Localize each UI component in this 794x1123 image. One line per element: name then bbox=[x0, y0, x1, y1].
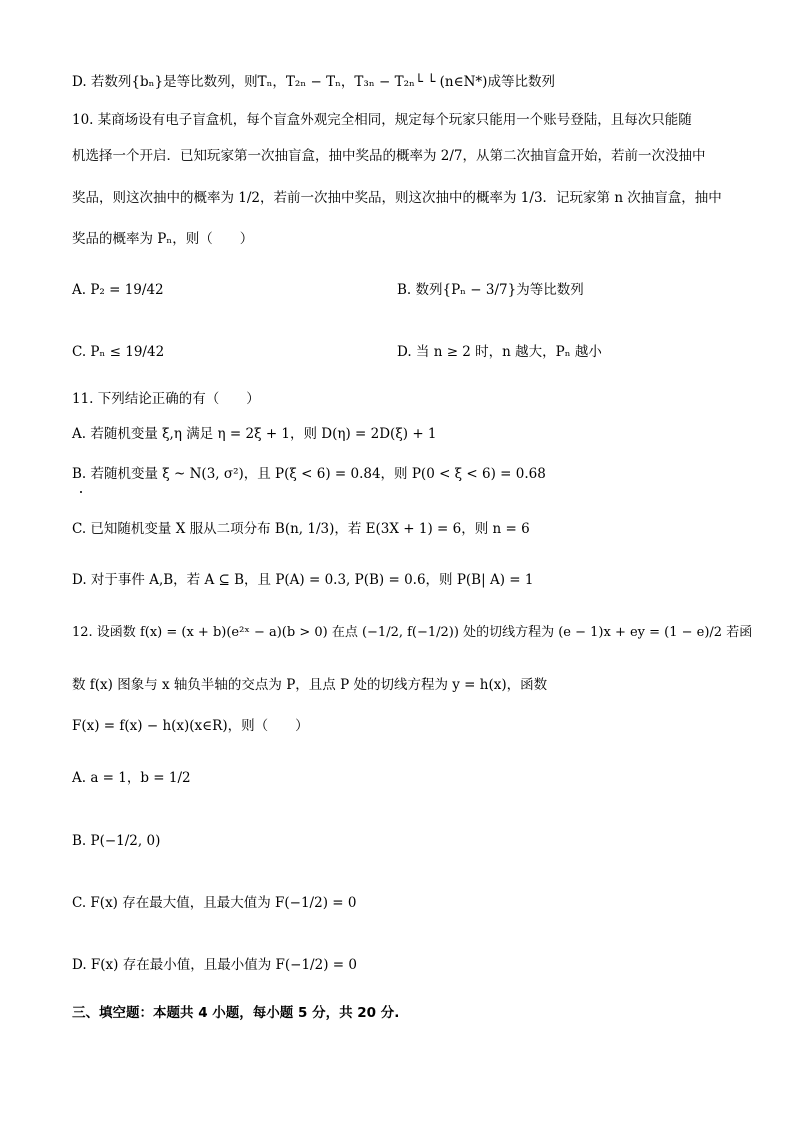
q12-option-b: B. P(−1/2, 0) bbox=[72, 833, 161, 849]
section-three-heading: 三、填空题：本题共 4 小题，每小题 5 分，共 20 分. bbox=[72, 1005, 400, 1021]
q10-option-b: B. 数列{Pₙ − 3/7}为等比数列 bbox=[397, 282, 584, 298]
q11-option-b: B. 若随机变量 ξ ~ N(3, σ²)，且 P(ξ < 6) = 0.84，则 P(0 < ξ < 6) = 0.68 bbox=[72, 466, 546, 482]
q11-option-d: D. 对于事件 A,B，若 A ⊆ B，且 P(A) = 0.3, P(B) = 0.6，则 P(B| A) = 1 bbox=[72, 572, 534, 588]
q10-stem-line-4: 奖品的概率为 Pₙ，则（ ） bbox=[72, 231, 254, 247]
q12-stem-line-1: 12. 设函数 f(x) = (x + b)(e²ˣ − a)(b > 0) 在点 (−1/2, f(−1/2)) 处的切线方程为 (e − 1)x + ey = (1 − e)/2 若函 bbox=[72, 625, 753, 640]
q10-option-d: D. 当 n ≥ 2 时，n 越大，Pₙ 越小 bbox=[397, 344, 602, 360]
q10-stem-line-3: 奖品，则这次抽中的概率为 1/2，若前一次抽中奖品，则这次抽中的概率为 1/3．记玩家第 n 次抽盲盒，抽中 bbox=[72, 190, 722, 206]
q10-option-a: A. P₂ = 19/42 bbox=[72, 282, 164, 298]
q9-option-d: D. 若数列{bₙ}是等比数列，则Tₙ，T₂ₙ − Tₙ，T₃ₙ − T₂ₙ└ └ (n∈N*)成等比数列 bbox=[72, 74, 555, 90]
q10-option-c: C. Pₙ ≤ 19/42 bbox=[72, 344, 165, 360]
q12-option-d: D. F(x) 存在最小值，且最小值为 F(−1/2) = 0 bbox=[72, 957, 357, 973]
q11-option-c: C. 已知随机变量 X 服从二项分布 B(n, 1/3)，若 E(3X + 1) = 6，则 n = 6 bbox=[72, 521, 530, 537]
q12-option-c: C. F(x) 存在最大值，且最大值为 F(−1/2) = 0 bbox=[72, 895, 357, 911]
q10-stem-line-2: 机选择一个开启．已知玩家第一次抽盲盒，抽中奖品的概率为 2/7，从第二次抽盲盒开始，若前一次没抽中 bbox=[72, 148, 706, 164]
q12-stem-line-2: 数 f(x) 图象与 x 轴负半轴的交点为 P，且点 P 处的切线方程为 y = h(x)，函数 bbox=[72, 677, 548, 693]
q12-option-a: A. a = 1，b = 1/2 bbox=[72, 770, 191, 786]
stray-dot-mark bbox=[80, 491, 82, 493]
q11-option-a: A. 若随机变量 ξ,η 满足 η = 2ξ + 1，则 D(η) = 2D(ξ) + 1 bbox=[72, 426, 437, 442]
q11-stem: 11. 下列结论正确的有（ ） bbox=[72, 391, 260, 407]
q12-stem-line-3: F(x) = f(x) − h(x)(x∈R)，则（ ） bbox=[72, 718, 309, 734]
q10-stem-line-1: 10. 某商场设有电子盲盒机，每个盲盒外观完全相同，规定每个玩家只能用一个账号登陆，且每次只能随 bbox=[72, 112, 692, 128]
